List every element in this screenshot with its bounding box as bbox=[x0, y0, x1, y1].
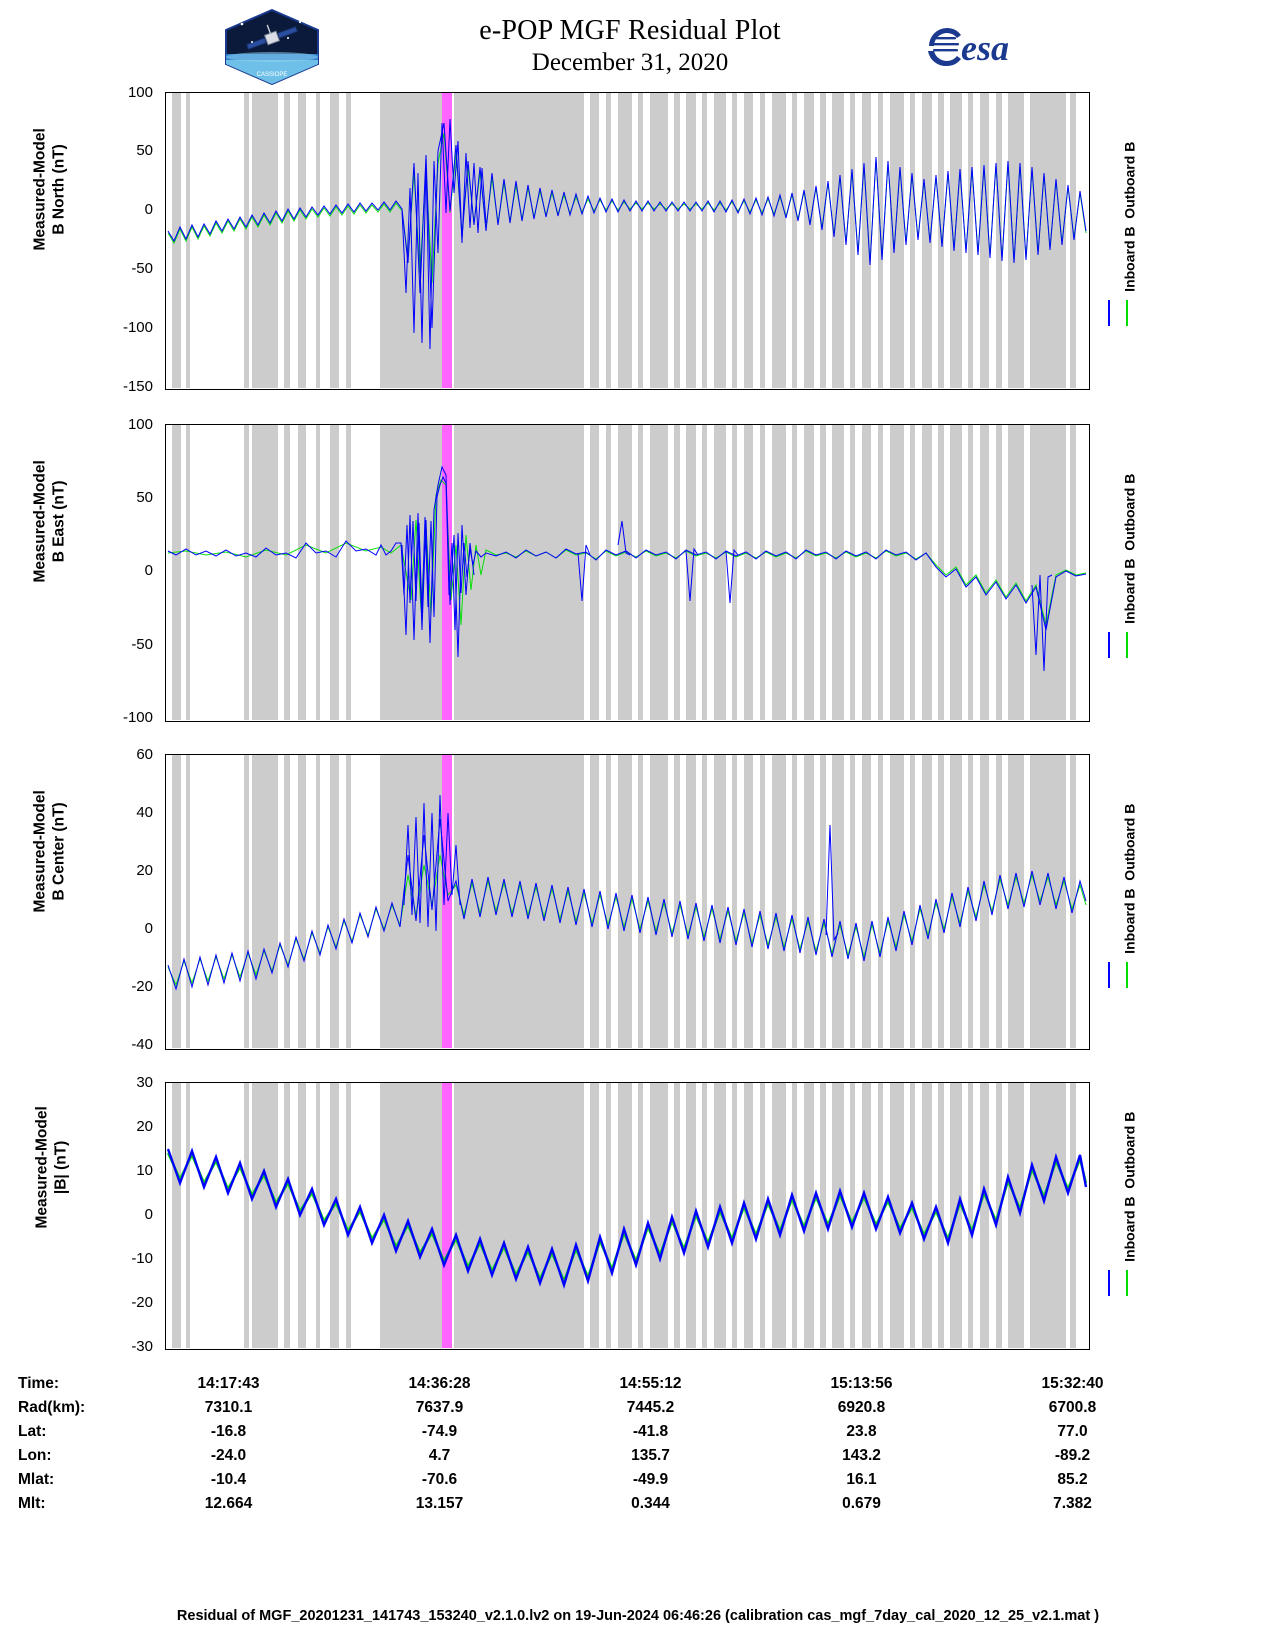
cell-lon-3: 143.2 bbox=[842, 1447, 881, 1464]
table-row-rad bbox=[18, 1396, 1178, 1420]
row-label-mlt: Mlt: bbox=[18, 1495, 46, 1512]
title-date: December 31, 2020 bbox=[531, 49, 729, 77]
ytick-b-east-4: -100 bbox=[122, 709, 153, 726]
legend-marks-b-magnitude bbox=[1104, 1270, 1138, 1296]
legend-marks-b-east bbox=[1104, 632, 1138, 658]
ytick-b-mag-1: 20 bbox=[136, 1118, 153, 1135]
cell-rad-0: 7310.1 bbox=[204, 1399, 253, 1416]
cell-mlt-2: 0.344 bbox=[631, 1495, 670, 1512]
ytick-b-mag-5: -20 bbox=[131, 1294, 153, 1311]
ytick-b-mag-2: 10 bbox=[136, 1162, 153, 1179]
legend-b-center: Inboard B Outboard B bbox=[1121, 803, 1138, 954]
svg-text:CASSIOPE: CASSIOPE bbox=[256, 72, 288, 78]
cell-mlat-4: 85.2 bbox=[1057, 1471, 1088, 1488]
esa-logo-text: esa bbox=[961, 28, 1009, 68]
ytick-b-north-0: 100 bbox=[127, 84, 153, 101]
cell-mlt-0: 12.664 bbox=[204, 1495, 253, 1512]
cell-lat-1: -74.9 bbox=[421, 1423, 458, 1440]
cell-lon-1: 4.7 bbox=[428, 1447, 451, 1464]
legend-swatch-outboard bbox=[1126, 962, 1128, 988]
ephemeris-table bbox=[18, 1372, 1198, 1516]
ytick-b-north-2: 0 bbox=[144, 201, 153, 218]
cell-lon-0: -24.0 bbox=[210, 1447, 247, 1464]
ylabel-b-north: Measured-Model B North (nT) bbox=[31, 128, 68, 251]
panel-b-east bbox=[165, 424, 1090, 722]
cell-mlt-3: 0.679 bbox=[842, 1495, 881, 1512]
legend-b-magnitude: Inboard B Outboard B bbox=[1121, 1111, 1138, 1262]
cell-time-4: 15:32:40 bbox=[1041, 1375, 1104, 1392]
legend-marks-b-north bbox=[1104, 300, 1138, 326]
ytick-b-center-5: -40 bbox=[131, 1036, 153, 1053]
cell-time-0: 14:17:43 bbox=[197, 1375, 260, 1392]
panel-b-north bbox=[165, 92, 1090, 390]
ytick-b-center-3: 0 bbox=[144, 920, 153, 937]
row-label-rad: Rad(km): bbox=[18, 1399, 86, 1416]
cell-rad-4: 6700.8 bbox=[1048, 1399, 1097, 1416]
legend-marks-b-center bbox=[1104, 962, 1138, 988]
plot-area-b-center bbox=[166, 755, 1089, 1049]
row-label-time: Time: bbox=[18, 1375, 60, 1392]
cell-lat-3: 23.8 bbox=[846, 1423, 877, 1440]
page-header bbox=[0, 0, 1275, 90]
row-label-lat: Lat: bbox=[18, 1423, 47, 1440]
cell-time-1: 14:36:28 bbox=[408, 1375, 471, 1392]
legend-swatch-inboard bbox=[1108, 300, 1110, 326]
cell-time-2: 14:55:12 bbox=[619, 1375, 682, 1392]
cell-lat-0: -16.8 bbox=[210, 1423, 247, 1440]
ytick-b-north-4: -100 bbox=[122, 319, 153, 336]
panel-b-center bbox=[165, 754, 1090, 1050]
ylabel-b-magnitude: Measured-Model |B| (nT) bbox=[33, 1106, 70, 1229]
cell-lon-4: -89.2 bbox=[1054, 1447, 1091, 1464]
cell-rad-1: 7637.9 bbox=[415, 1399, 464, 1416]
ytick-b-center-1: 40 bbox=[136, 804, 153, 821]
ytick-b-center-0: 60 bbox=[136, 746, 153, 763]
esa-logo-icon bbox=[925, 24, 1050, 68]
ylabel-b-center: Measured-Model B Center (nT) bbox=[31, 790, 68, 913]
cell-lon-2: 135.7 bbox=[631, 1447, 670, 1464]
plot-area-b-north bbox=[166, 93, 1089, 389]
ytick-b-north-5: -150 bbox=[122, 378, 153, 395]
cell-time-3: 15:13:56 bbox=[830, 1375, 893, 1392]
ytick-b-mag-3: 0 bbox=[144, 1206, 153, 1223]
table-row-time bbox=[18, 1372, 1178, 1396]
legend-swatch-inboard bbox=[1108, 632, 1110, 658]
legend-b-east: Inboard B Outboard B bbox=[1121, 473, 1138, 624]
ytick-b-mag-6: -30 bbox=[131, 1338, 153, 1355]
ytick-b-mag-4: -10 bbox=[131, 1250, 153, 1267]
cell-mlat-3: 16.1 bbox=[846, 1471, 877, 1488]
ylabel-b-east: Measured-Model B East (nT) bbox=[31, 460, 68, 583]
ytick-b-mag-0: 30 bbox=[136, 1074, 153, 1091]
legend-swatch-outboard bbox=[1126, 632, 1128, 658]
page-title bbox=[330, 14, 930, 79]
ytick-b-east-0: 100 bbox=[127, 416, 153, 433]
legend-swatch-outboard bbox=[1126, 1270, 1128, 1296]
row-label-lon: Lon: bbox=[18, 1447, 52, 1464]
table-row-lon bbox=[18, 1444, 1178, 1468]
cell-rad-3: 6920.8 bbox=[837, 1399, 886, 1416]
cell-lat-2: -41.8 bbox=[632, 1423, 669, 1440]
cell-mlt-1: 13.157 bbox=[415, 1495, 464, 1512]
ytick-b-east-3: -50 bbox=[131, 636, 153, 653]
legend-swatch-inboard bbox=[1108, 1270, 1110, 1296]
cell-mlat-1: -70.6 bbox=[421, 1471, 458, 1488]
table-row-mlt bbox=[18, 1492, 1178, 1516]
ytick-b-center-2: 20 bbox=[136, 862, 153, 879]
ytick-b-center-4: -20 bbox=[131, 978, 153, 995]
cell-mlat-0: -10.4 bbox=[210, 1471, 247, 1488]
cell-rad-2: 7445.2 bbox=[626, 1399, 675, 1416]
mission-patch-icon bbox=[222, 8, 322, 86]
plot-area-b-east bbox=[166, 425, 1089, 721]
cell-lat-4: 77.0 bbox=[1057, 1423, 1088, 1440]
ytick-b-east-2: 0 bbox=[144, 562, 153, 579]
legend-swatch-inboard bbox=[1108, 962, 1110, 988]
ytick-b-east-1: 50 bbox=[136, 489, 153, 506]
cell-mlat-2: -49.9 bbox=[632, 1471, 669, 1488]
cell-mlt-4: 7.382 bbox=[1053, 1495, 1092, 1512]
panel-b-magnitude bbox=[165, 1082, 1090, 1350]
table-row-lat bbox=[18, 1420, 1178, 1444]
legend-swatch-outboard bbox=[1126, 300, 1128, 326]
title-main: e-POP MGF Residual Plot bbox=[479, 15, 781, 46]
plot-area-b-magnitude bbox=[166, 1083, 1089, 1349]
ytick-b-north-1: 50 bbox=[136, 142, 153, 159]
ytick-b-north-3: -50 bbox=[131, 260, 153, 277]
footer-caption: Residual of MGF_20201231_141743_153240_v2.1.0.lv2 on 19-Jun-2024 06:46:26 (calibration cas_mgf_7day_cal_2020_12_25_v2.1.mat ) bbox=[176, 1608, 1100, 1624]
table-row-mlat bbox=[18, 1468, 1178, 1492]
row-label-mlat: Mlat: bbox=[18, 1471, 55, 1488]
legend-b-north: Inboard B Outboard B bbox=[1121, 141, 1138, 292]
